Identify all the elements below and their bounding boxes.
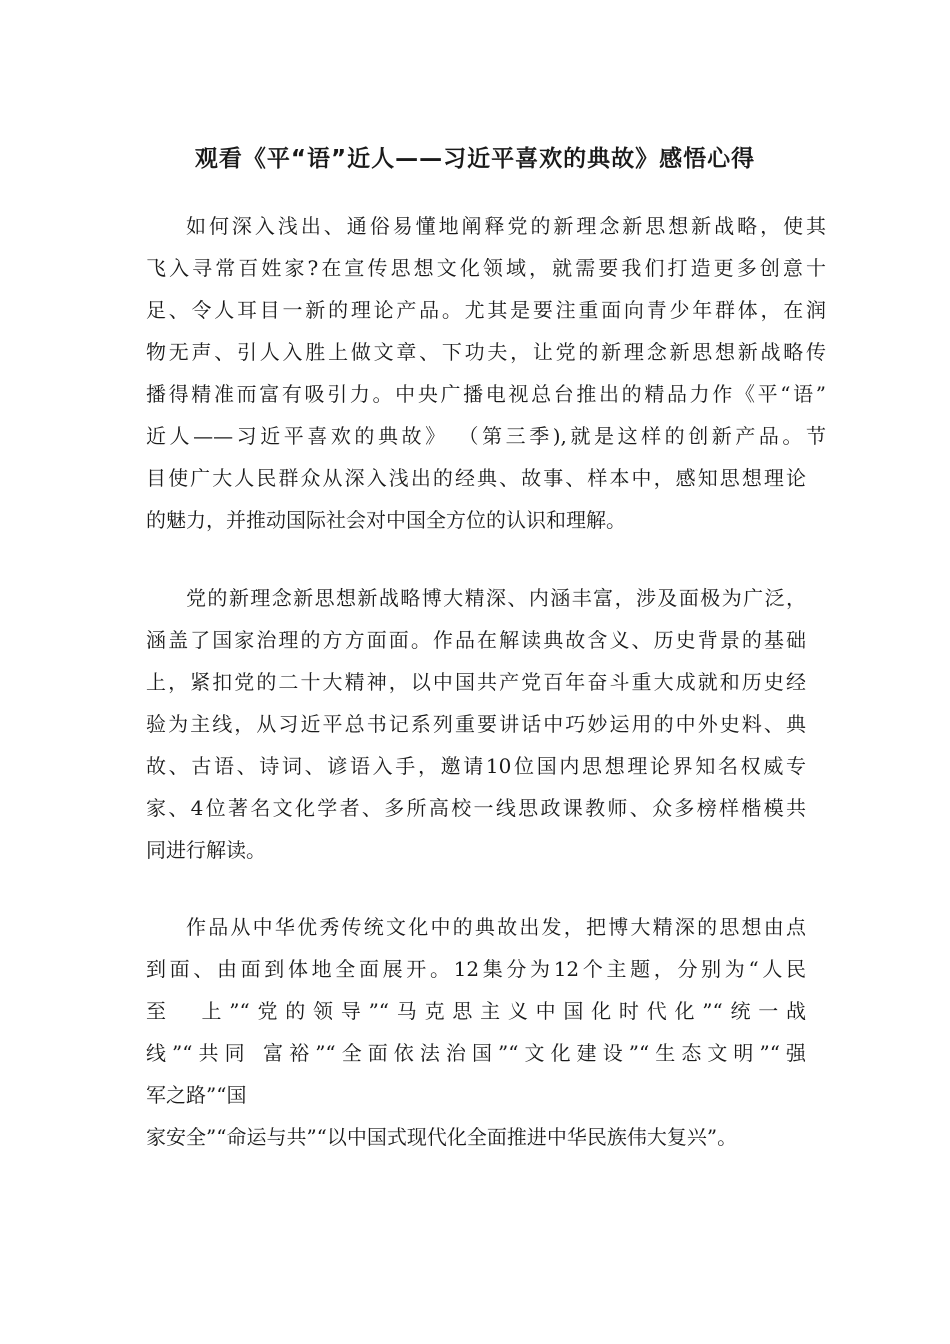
paragraph-3-line-2: 到面、由面到体地全面展开。12集分为12个主题，分别为“人民 <box>146 957 806 981</box>
paragraph-2-line-7: 同进行解读。 <box>146 838 266 862</box>
paragraph-3-line-5: 军之路”“国 <box>146 1083 247 1107</box>
paragraph-1-line-2: 飞入寻常百姓家?在宣传思想文化领域，就需要我们打造更多创意十 <box>146 256 826 280</box>
paragraph-2-line-2: 涵盖了国家治理的方方面面。作品在解读典故含义、历史背景的基础 <box>146 628 806 652</box>
paragraph-2-line-6: 家、4位著名文化学者、多所高校一线思政课教师、众多榜样楷模共 <box>146 796 806 820</box>
paragraph-1-line-4: 物无声、引人入胜上做文章、下功夫，让党的新理念新思想新战略传 <box>146 340 826 364</box>
document-title: 观看《平“语”近人——习近平喜欢的典故》感悟心得 <box>194 146 756 172</box>
paragraph-1-line-1: 如何深入浅出、通俗易懂地阐释党的新理念新思想新战略，使其 <box>186 214 826 238</box>
paragraph-3-line-1: 作品从中华优秀传统文化中的典故出发，把博大精深的思想由点 <box>186 915 806 939</box>
paragraph-3-line-6: 家安全”“命运与共”“以中国式现代化全面推进中华民族伟大复兴”。 <box>146 1125 738 1149</box>
paragraph-2-line-3: 上，紧扣党的二十大精神，以中国共产党百年奋斗重大成就和历史经 <box>146 670 806 694</box>
paragraph-2-line-4: 验为主线，从习近平总书记系列重要讲话中巧妙运用的中外史料、典 <box>146 712 806 736</box>
paragraph-1-line-5: 播得精准而富有吸引力。中央广播电视总台推出的精品力作《平“语” <box>146 382 826 406</box>
paragraph-1-line-8: 的魅力，并推动国际社会对中国全方位的认识和理解。 <box>146 508 626 532</box>
paragraph-1-line-6: 近人——习近平喜欢的典故》 （第三季),就是这样的创新产品。节 <box>146 424 826 448</box>
paragraph-3-line-3: 至 上”“党的领导”“马克思主义中国化时代化”“统一战 <box>146 999 806 1023</box>
paragraph-2-line-5: 故、古语、诗词、谚语入手，邀请10位国内思想理论界知名权威专 <box>146 754 806 778</box>
paragraph-1-line-7: 目使广大人民群众从深入浅出的经典、故事、样本中，感知思想理论 <box>146 466 806 490</box>
paragraph-1-line-3: 足、令人耳目一新的理论产品。尤其是要注重面向青少年群体，在润 <box>146 298 826 322</box>
paragraph-3-line-4: 线”“共同 富裕”“全面依法治国”“文化建设”“生态文明”“强 <box>146 1041 806 1065</box>
paragraph-2-line-1: 党的新理念新思想新战略博大精深、内涵丰富，涉及面极为广泛， <box>186 586 806 610</box>
